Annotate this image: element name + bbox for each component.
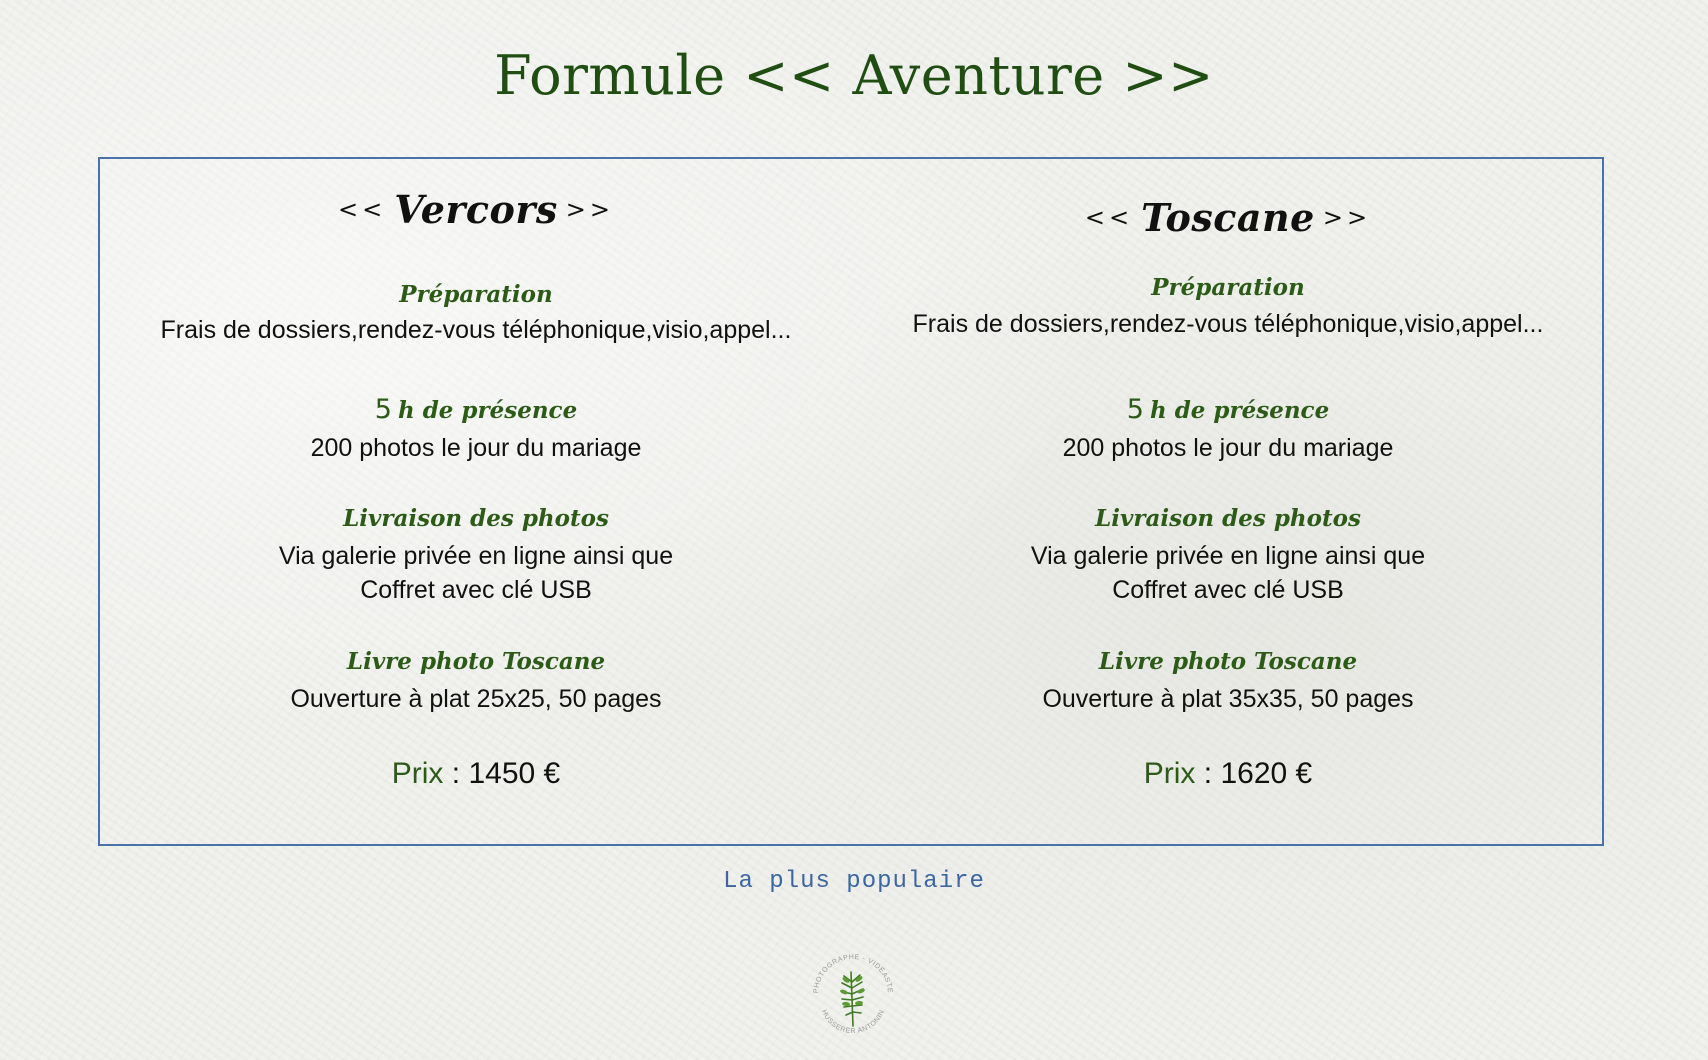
book-text: Ouverture à plat 35x35, 50 pages [1042,685,1414,713]
delivery-title: Livraison des photos [343,505,609,532]
offer-name: Vercors [394,187,558,232]
chevron-open: << [337,195,387,224]
logo-ring-bottom-text: HUSSERER ANTONIN [819,1008,887,1036]
preparation-title: Préparation [1151,274,1305,301]
presence-title [100,394,852,425]
presence-label: h de présence [1149,397,1330,424]
presence-title [852,394,1604,425]
offer-heading [852,195,1604,240]
preparation-text: Frais de dossiers,rendez-vous téléphonique,visio,appel... [912,310,1544,338]
presence-label: h de présence [397,397,578,424]
price-value: 1620 € [1220,757,1313,790]
chevron-open: << [1084,203,1134,232]
price-separator: : [1195,757,1221,790]
preparation-title: Préparation [399,281,553,308]
presence-text: 200 photos le jour du mariage [1062,434,1394,462]
price-label: Prix [1143,757,1196,790]
preparation-text: Frais de dossiers,rendez-vous téléphonique,visio,appel... [160,316,792,344]
logo-graphic [806,942,900,1046]
logo-ring-top-text: PHOTOGRAPHE - VIDÉASTE [812,953,894,994]
presence-text: 200 photos le jour du mariage [310,434,642,462]
book-title: Livre photo Toscane [1098,648,1358,675]
pine-branch-logo-icon [806,942,900,1046]
offer-name: Toscane [1141,195,1315,240]
price-value: 1450 € [468,757,561,790]
chevron-close: >> [565,195,615,224]
book-text: Ouverture à plat 25x25, 50 pages [290,685,662,713]
price [100,757,852,791]
offer-column-vercors [100,159,852,844]
price-label: Prix [391,757,444,790]
delivery-text-line2: Coffret avec clé USB [1112,576,1344,604]
offer-box [98,157,1604,846]
price-separator: : [443,757,469,790]
page-title: Formule << Aventure >> [494,44,1214,107]
book-title: Livre photo Toscane [346,648,606,675]
delivery-text-line2: Coffret avec clé USB [360,576,592,604]
delivery-title: Livraison des photos [1095,505,1361,532]
delivery-text-line1: Via galerie privée en ligne ainsi que [278,542,674,570]
presence-hours: 5 [374,394,392,425]
price [852,757,1604,791]
chevron-close: >> [1322,203,1372,232]
offer-column-toscane [852,159,1604,844]
presence-hours: 5 [1126,394,1144,425]
delivery-text-line1: Via galerie privée en ligne ainsi que [1030,542,1426,570]
offer-heading [100,187,852,232]
popular-tagline: La plus populaire [723,868,985,895]
